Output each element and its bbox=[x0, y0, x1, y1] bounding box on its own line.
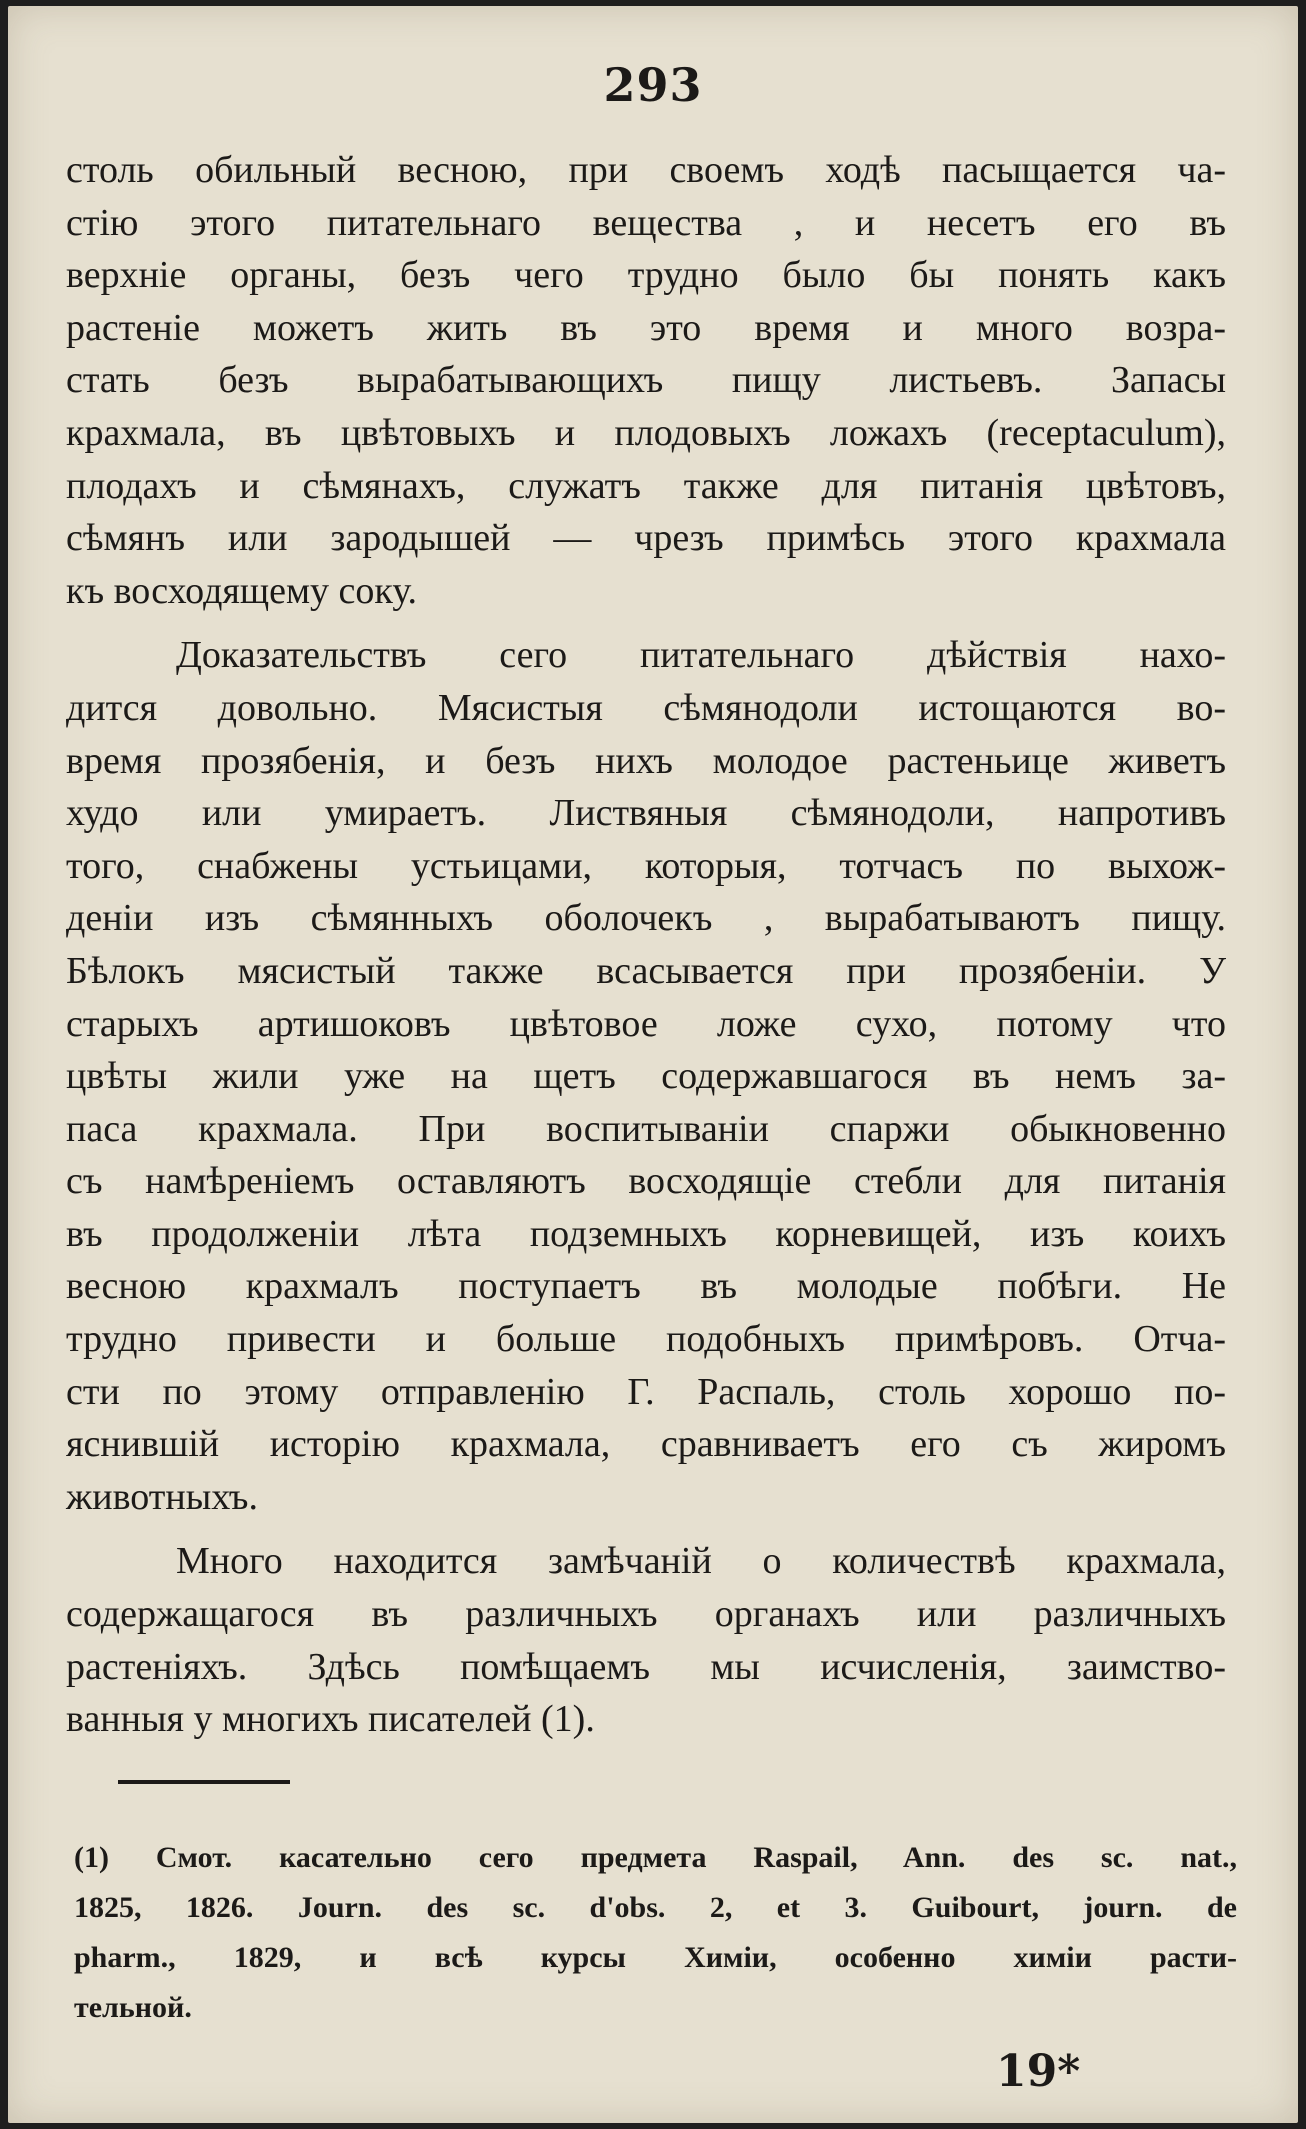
text-line: въ продолженіи лѣта подземныхъ корневищей, изъ коихъ bbox=[66, 1212, 1226, 1255]
text-line: крахмала, въ цвѣтовыхъ и плодовыхъ ложахъ (receptaculum), bbox=[66, 411, 1226, 454]
text-line: старыхъ артишоковъ цвѣтовое ложе сухо, потому что bbox=[66, 1002, 1226, 1045]
footnote-line: 1825, 1826. Journ. des sc. d'obs. 2, et 3. Guibourt, journ. de bbox=[74, 1891, 1237, 1924]
text-line: растеніе можетъ жить въ это время и много возра- bbox=[66, 306, 1226, 349]
text-line: трудно привести и больше подобныхъ примѣровъ. Отча- bbox=[66, 1318, 1226, 1361]
text-line: сти по этому отправленію Г. Распаль, столь хорошо по- bbox=[66, 1370, 1226, 1413]
text-line: столь обильный весною, при своемъ ходѣ пасыщается ча- bbox=[66, 149, 1226, 191]
text-line: паса крахмала. При воспитываніи спаржи обыкновенно bbox=[66, 1107, 1226, 1150]
text-line: худо или умираетъ. Листвяныя сѣмянодоли, напротивъ bbox=[66, 792, 1226, 835]
text-line: деніи изъ сѣмянныхъ оболочекъ , вырабатываютъ пищу. bbox=[66, 897, 1226, 940]
text-line: весною крахмалъ поступаетъ въ молодые побѣги. Не bbox=[66, 1265, 1226, 1308]
book-page bbox=[8, 6, 1298, 2123]
text-line: Доказательствъ сего питательнаго дѣйствія нахо- bbox=[176, 634, 1226, 677]
text-line: Бѣлокъ мясистый также всасывается при прозябеніи. У bbox=[66, 949, 1226, 992]
paragraph-1 bbox=[66, 144, 1226, 617]
footnote-line: тельной. bbox=[74, 1991, 192, 2024]
text-line: верхніе органы, безъ чего трудно было бы понять какъ bbox=[66, 254, 1226, 297]
page-number: 293 bbox=[603, 58, 703, 112]
body-text bbox=[66, 144, 1226, 1758]
text-line: животныхъ. bbox=[66, 1475, 258, 1518]
text-line: плодахъ и сѣмянахъ, служатъ также для питанія цвѣтовъ, bbox=[66, 464, 1226, 507]
text-line: цвѣты жили уже на щетъ содержавшагося въ немъ за- bbox=[66, 1055, 1226, 1098]
text-line: ванныя у многихъ писателей (1). bbox=[66, 1698, 595, 1741]
text-line: растеніяхъ. Здѣсь помѣщаемъ мы исчисленія, заимство- bbox=[66, 1645, 1226, 1688]
footnote-divider bbox=[118, 1780, 290, 1784]
text-line: дится довольно. Мясистыя сѣмянодоли истощаются во- bbox=[66, 686, 1226, 729]
text-line: стію этого питательнаго вещества , и несетъ его въ bbox=[66, 201, 1226, 244]
text-line: время прозябенія, и безъ нихъ молодое растеньице живетъ bbox=[66, 739, 1226, 782]
footnote bbox=[74, 1833, 1237, 2033]
text-line: стать безъ вырабатывающихъ пищу листьевъ. Запасы bbox=[66, 359, 1226, 402]
text-line: того, снабжены устьицами, которыя, тотчасъ по выхож- bbox=[66, 844, 1226, 887]
text-line: Много находится замѣчаній о количествѣ крахмала, bbox=[176, 1540, 1226, 1583]
text-line: яснившій исторію крахмала, сравниваетъ его съ жиромъ bbox=[66, 1423, 1226, 1466]
footnote-line: pharm., 1829, и всѣ курсы Химіи, особенно химіи расти- bbox=[74, 1941, 1237, 1974]
signature-mark: 19* bbox=[996, 2046, 1081, 2097]
text-line: къ восходящему соку. bbox=[66, 569, 418, 612]
paragraph-2 bbox=[66, 629, 1226, 1523]
footnote-line: (1) Смот. касательно сего предмета Raspail, Ann. des sc. nat., bbox=[74, 1841, 1237, 1874]
paragraph-3 bbox=[66, 1535, 1226, 1745]
text-line: съ намѣреніемъ оставляютъ восходящіе стебли для питанія bbox=[66, 1160, 1226, 1203]
text-line: сѣмянъ или зародышей — чрезъ примѣсь этого крахмала bbox=[66, 517, 1226, 560]
text-line: содержащагося въ различныхъ органахъ или различныхъ bbox=[66, 1593, 1226, 1636]
